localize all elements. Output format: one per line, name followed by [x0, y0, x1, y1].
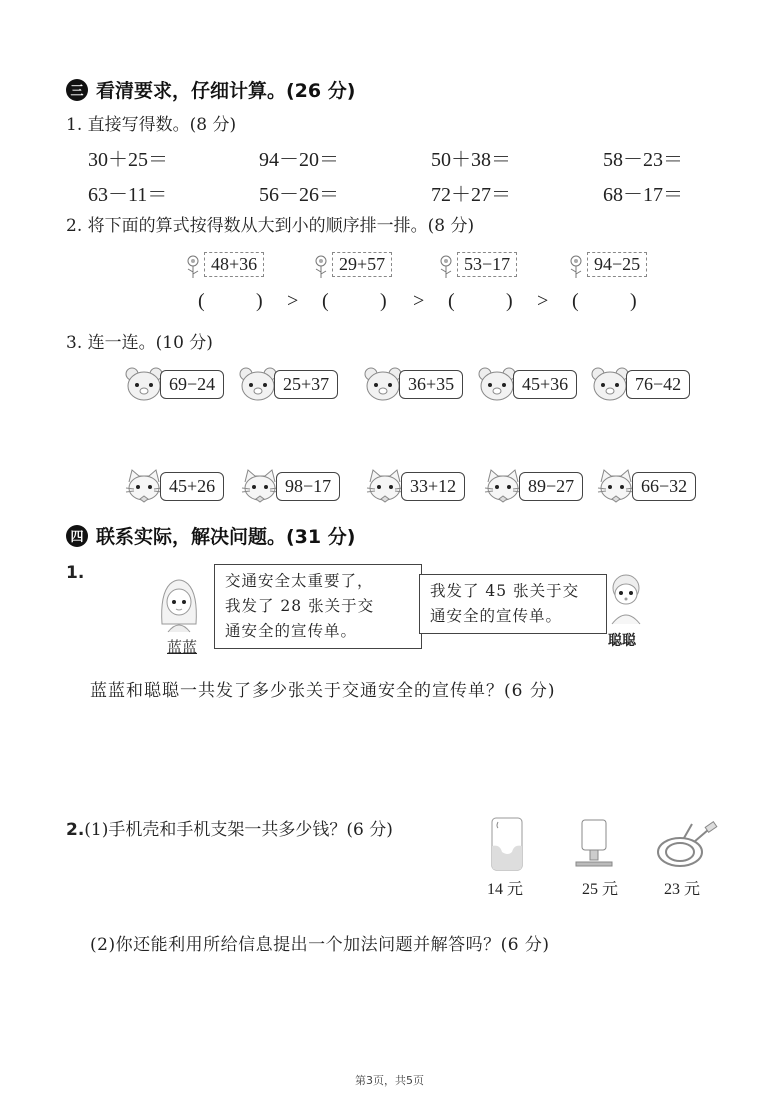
bear-face-icon: [477, 366, 517, 402]
answer-blank-close: ): [256, 290, 263, 312]
calc-item: 50＋38＝: [431, 149, 511, 171]
section-4-title-text: 联系实际，解决问题。(31 分): [96, 526, 356, 548]
cat-face-icon: [483, 468, 523, 504]
cat-card[interactable]: [483, 468, 583, 504]
cat-face-icon: [124, 468, 164, 504]
q3-label: 3. 连一连。(10 分): [66, 333, 213, 353]
calc-item: 63－11＝: [88, 184, 168, 206]
bear-face-icon: [363, 366, 403, 402]
section-3-title-text: 看清要求，仔细计算。(26 分): [96, 80, 356, 102]
page-number: 第3页，共5页: [355, 1074, 424, 1087]
answer-blank-open[interactable]: (: [572, 290, 579, 312]
expression-tag: [567, 252, 647, 277]
expression-box: 29+57: [332, 252, 392, 277]
speech-line: 通安全的宣传单。: [225, 622, 358, 640]
speech-line: 我发了 28 张关于交: [225, 597, 375, 615]
charging-cable-icon: [654, 820, 728, 870]
speech-line: 通安全的宣传单。: [430, 607, 563, 625]
expression-box: 36+35: [399, 370, 463, 399]
calc-item: 56－26＝: [259, 184, 339, 206]
speech-line: 交通安全太重要了，: [225, 572, 374, 590]
answer-blank-open[interactable]: (: [198, 290, 205, 312]
section-4-badge: 四: [66, 525, 88, 547]
flower-icon: [312, 253, 332, 277]
expression-box: 45+26: [160, 472, 224, 501]
boy-speech-bubble: [419, 574, 607, 634]
expression-box: 25+37: [274, 370, 338, 399]
phone-stand-icon: [574, 818, 614, 872]
bear-card[interactable]: [590, 366, 690, 402]
flower-icon: [184, 253, 204, 277]
bear-face-icon: [590, 366, 630, 402]
s4-q1-label: 1.: [66, 563, 85, 583]
phone-stand-price: 25 元: [582, 881, 619, 898]
expression-box: 33+12: [401, 472, 465, 501]
cat-card[interactable]: [124, 468, 224, 504]
answer-blank-close: ): [506, 290, 513, 312]
cat-card[interactable]: [596, 468, 696, 504]
boy-name: 聪聪: [608, 633, 636, 649]
cat-card[interactable]: [365, 468, 465, 504]
charging-cable-price: 23 元: [664, 881, 701, 898]
bear-face-icon: [238, 366, 278, 402]
expression-tag: [312, 252, 392, 277]
expression-box: 98−17: [276, 472, 340, 501]
answer-blank-close: ): [630, 290, 637, 312]
s4-q2-part2: (2)你还能利用所给信息提出一个加法问题并解答吗？(6 分): [90, 935, 550, 955]
expression-box: 48+36: [204, 252, 264, 277]
calc-item: 94－20＝: [259, 149, 339, 171]
bear-card[interactable]: [363, 366, 463, 402]
bear-card[interactable]: [477, 366, 577, 402]
section-3-title: [66, 76, 355, 103]
expression-tag: [184, 252, 264, 277]
answer-blank-close: ): [380, 290, 387, 312]
expression-box: 89−27: [519, 472, 583, 501]
bear-card[interactable]: [124, 366, 224, 402]
calc-item: 58－23＝: [603, 149, 683, 171]
cat-face-icon: [365, 468, 405, 504]
q2-label: 2. 将下面的算式按得数从大到小的顺序排一排。(8 分): [66, 216, 475, 236]
calc-item: 72＋27＝: [431, 184, 511, 206]
cat-face-icon: [596, 468, 636, 504]
boy-illustration-icon: [604, 572, 648, 626]
greater-than: >: [287, 290, 299, 312]
flower-icon: [437, 253, 457, 277]
bear-card[interactable]: [238, 366, 338, 402]
expression-box: 76−42: [626, 370, 690, 399]
answer-blank-open[interactable]: (: [322, 290, 329, 312]
girl-illustration-icon: [156, 574, 202, 634]
cat-face-icon: [240, 468, 280, 504]
phone-case-icon: [490, 816, 526, 872]
bear-face-icon: [124, 366, 164, 402]
s4-q1-question: 蓝蓝和聪聪一共发了多少张关于交通安全的宣传单？(6 分): [90, 681, 556, 701]
greater-than: >: [537, 290, 549, 312]
phone-case-price: 14 元: [487, 881, 524, 898]
section-4-title: [66, 522, 355, 549]
expression-box: 94−25: [587, 252, 647, 277]
section-3-badge: 三: [66, 79, 88, 101]
girl-speech-bubble: [214, 564, 422, 649]
expression-box: 53−17: [457, 252, 517, 277]
cat-card[interactable]: [240, 468, 340, 504]
greater-than: >: [413, 290, 425, 312]
answer-blank-open[interactable]: (: [448, 290, 455, 312]
expression-box: 66−32: [632, 472, 696, 501]
flower-icon: [567, 253, 587, 277]
expression-tag: [437, 252, 517, 277]
expression-box: 69−24: [160, 370, 224, 399]
speech-line: 我发了 45 张关于交: [430, 582, 580, 600]
s4-q2-part1: 2.(1)手机壳和手机支架一共多少钱？(6 分): [66, 820, 393, 840]
girl-name: 蓝蓝: [167, 638, 198, 656]
calc-item: 30＋25＝: [88, 149, 168, 171]
q1-label: 1. 直接写得数。(8 分): [66, 115, 237, 135]
calc-item: 68－17＝: [603, 184, 683, 206]
expression-box: 45+36: [513, 370, 577, 399]
